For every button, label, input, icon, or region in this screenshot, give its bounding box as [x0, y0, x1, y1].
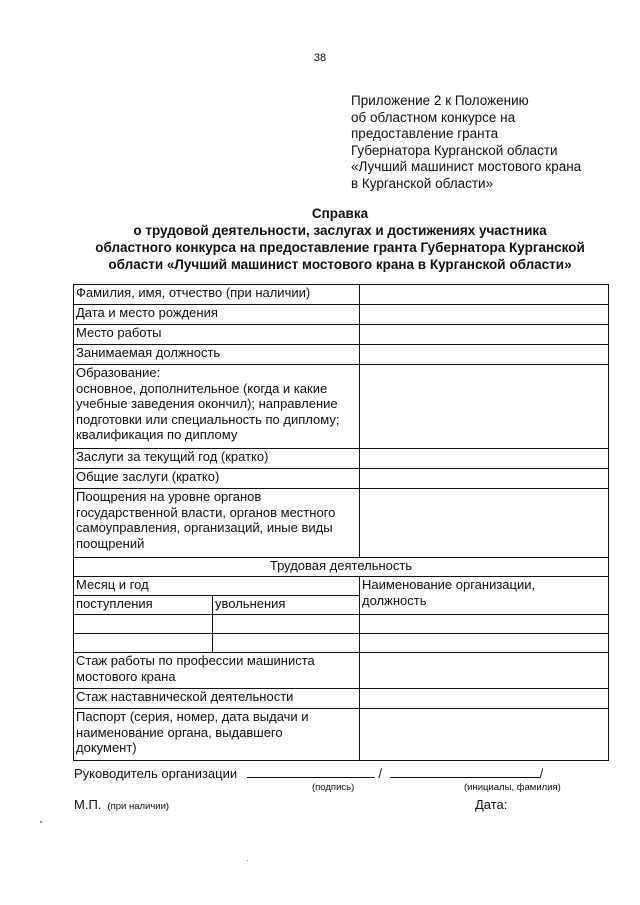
- annex-line: в Курганской области»: [351, 175, 494, 191]
- education-line: основное, дополнительное (когда и какие: [76, 380, 328, 396]
- annex-line: «Лучший машинист мостового крана: [351, 159, 582, 174]
- value-position[interactable]: [360, 345, 609, 365]
- awards-line: государственной власти, органов местного: [76, 504, 336, 520]
- annex-line: Губернатора Курганской области: [351, 142, 558, 158]
- stamp-note: (при наличии): [107, 801, 170, 812]
- title-line: о трудовой деятельности, заслугах и достижениях участника: [133, 223, 547, 238]
- stamp-label: М.П.: [74, 797, 102, 812]
- label-merits-general: Общие заслуги (кратко): [74, 469, 360, 489]
- annex-note: [351, 93, 621, 192]
- experience-line: мостового крана: [76, 668, 176, 684]
- value-awards[interactable]: [360, 489, 609, 558]
- label-mentoring: Стаж наставнической деятельности: [74, 689, 360, 709]
- value-merits-general[interactable]: [360, 469, 609, 489]
- document-title: [60, 205, 620, 273]
- passport-line: документ): [76, 740, 137, 755]
- label-workplace: Место работы: [74, 325, 360, 345]
- value-passport[interactable]: [360, 709, 609, 761]
- slash-separator-end: /: [539, 766, 544, 781]
- passport-line: Паспорт (серия, номер, дата выдачи и: [76, 709, 309, 724]
- value-dismissed-2[interactable]: [213, 634, 360, 653]
- label-passport: [74, 709, 360, 761]
- org-name-line: Наименование организации,: [362, 577, 536, 592]
- label-month-year: Месяц и год: [74, 577, 360, 596]
- value-merits-current[interactable]: [360, 449, 609, 469]
- page-number: 38: [313, 52, 327, 64]
- passport-line: наименование органа, выдавшего: [76, 724, 283, 740]
- label-position: Занимаемая должность: [74, 345, 360, 365]
- annex-line: предоставление гранта: [351, 126, 499, 141]
- title-line: Справка: [311, 206, 369, 221]
- education-line: подготовки или специальность по диплому;: [76, 411, 340, 427]
- awards-line: Поощрения на уровне органов: [76, 489, 262, 504]
- value-org-1[interactable]: [360, 615, 609, 634]
- work-history-header: Трудовая деятельность: [74, 558, 609, 577]
- slash-separator: /: [378, 766, 382, 781]
- value-hired-1[interactable]: [74, 615, 213, 634]
- value-hired-2[interactable]: [74, 634, 213, 653]
- stamp-line: [74, 797, 169, 812]
- value-org-2[interactable]: [360, 634, 609, 653]
- value-dismissed-1[interactable]: [213, 615, 360, 634]
- org-name-line: должность: [362, 592, 427, 608]
- education-line: квалификация по диплому: [76, 427, 238, 442]
- value-full-name[interactable]: [360, 285, 609, 305]
- value-experience[interactable]: [360, 653, 609, 689]
- awards-line: самоуправления, организаций, иные виды: [76, 520, 333, 535]
- title-line: областного конкурса на предоставление гранта Губернатора Курганской: [95, 240, 585, 255]
- head-label: Руководитель организации: [74, 766, 238, 781]
- label-full-name: Фамилия, имя, отчество (при наличии): [74, 285, 360, 305]
- value-birth[interactable]: [360, 305, 609, 325]
- awards-line: поощрений: [76, 535, 145, 551]
- label-dismissed: увольнения: [213, 596, 360, 615]
- experience-line: Стаж работы по профессии машиниста: [76, 653, 315, 668]
- signature-caption: (подпись): [312, 782, 355, 793]
- initials-caption: (инициалы, фамилия): [464, 782, 561, 793]
- value-education[interactable]: [360, 365, 609, 449]
- label-hired: поступления: [74, 596, 213, 615]
- signature-blank[interactable]: [247, 765, 375, 778]
- initials-blank[interactable]: [390, 765, 540, 778]
- signature-line: [74, 765, 614, 781]
- label-merits-current: Заслуги за текущий год (кратко): [74, 449, 360, 469]
- label-birth: Дата и место рождения: [74, 305, 360, 325]
- title-line: области «Лучший машинист мостового крана в Курганской области»: [108, 257, 572, 272]
- date-label: Дата:: [475, 797, 508, 812]
- label-experience: [74, 653, 360, 689]
- label-education: [74, 365, 360, 449]
- value-workplace[interactable]: [360, 325, 609, 345]
- education-line: учебные заведения окончил); направление: [76, 396, 338, 411]
- scan-speck: [40, 821, 42, 823]
- certificate-form-table: [73, 284, 609, 761]
- value-mentoring[interactable]: [360, 689, 609, 709]
- education-line: Образование:: [76, 365, 161, 380]
- annex-line: об областном конкурсе на: [351, 109, 516, 125]
- scan-speck: [247, 860, 248, 861]
- label-org-name: [360, 577, 609, 615]
- annex-line: Приложение 2 к Положению: [351, 93, 529, 108]
- label-awards: [74, 489, 360, 558]
